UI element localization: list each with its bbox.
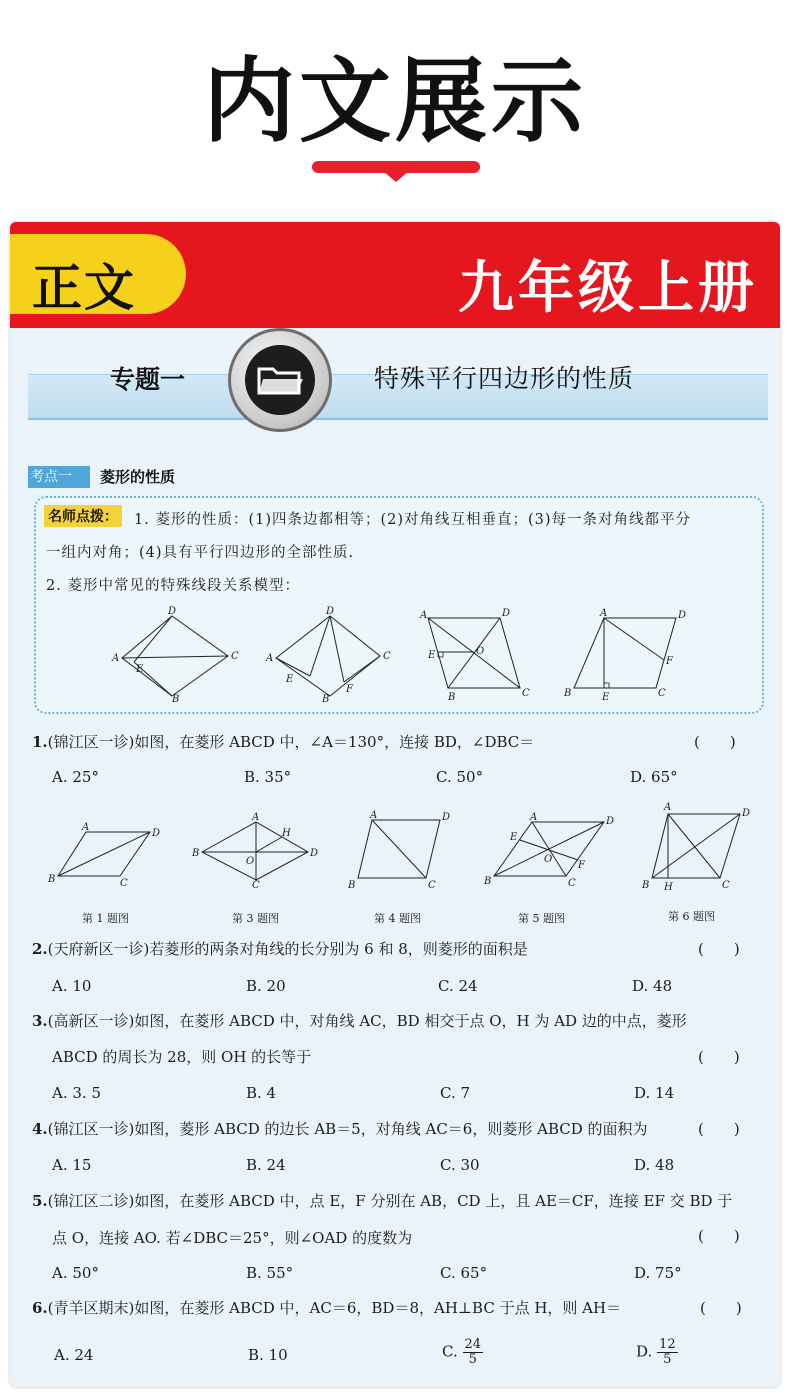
answer-blank-4[interactable]: ( ) — [698, 1120, 740, 1138]
q6-d-denominator: 5 — [663, 1352, 672, 1367]
answer-blank-2[interactable]: ( ) — [698, 940, 740, 958]
topic-label: 专题一 — [110, 365, 186, 394]
svg-text:E: E — [136, 664, 144, 675]
svg-text:O: O — [544, 854, 553, 865]
answer-blank-5[interactable]: ( ) — [698, 1227, 740, 1245]
q6-option-c[interactable] — [442, 1338, 483, 1367]
svg-text:A: A — [420, 610, 428, 621]
tip-line-1: 1. 菱形的性质：(1)四条边都相等；(2)对角线互相垂直；(3)每一条对角线都平分 — [134, 512, 692, 528]
svg-text:D: D — [502, 608, 511, 619]
caption-q6: 第 6 题图 — [668, 910, 715, 923]
svg-text:C: C — [722, 880, 730, 890]
svg-text:A: A — [664, 802, 672, 813]
svg-text:C: C — [658, 688, 666, 699]
svg-text:B: B — [192, 848, 200, 859]
svg-text:B: B — [322, 694, 330, 702]
caption-q5: 第 5 题图 — [518, 912, 565, 925]
svg-text:E: E — [428, 650, 436, 661]
q5-option-d[interactable]: D. 75° — [634, 1264, 682, 1282]
q1-option-d[interactable]: D. 65° — [630, 768, 678, 786]
question-3-num: 3. — [32, 1012, 48, 1030]
q4-option-c[interactable]: C. 30 — [440, 1156, 480, 1174]
q6-option-d-fraction — [657, 1338, 678, 1367]
q6-option-b[interactable]: B. 10 — [248, 1346, 288, 1364]
question-2-num: 2. — [32, 940, 48, 958]
model-figure-4 — [560, 606, 700, 702]
folder-icon — [228, 328, 332, 432]
q6-c-numerator: 24 — [464, 1337, 482, 1352]
svg-text:D: D — [678, 610, 687, 621]
svg-text:E: E — [602, 692, 610, 702]
svg-text:C: C — [522, 688, 530, 699]
question-1-text: (锦江区一诊)如图，在菱形 ABCD 中，∠A＝130°，连接 BD，∠DBC＝ — [47, 733, 535, 751]
caption-q4: 第 4 题图 — [374, 912, 421, 925]
svg-text:D: D — [606, 816, 615, 827]
section-badge: 考点一 — [30, 469, 72, 485]
svg-text:C: C — [231, 651, 239, 662]
svg-text:C: C — [383, 651, 391, 662]
svg-text:D: D — [742, 808, 751, 819]
q6-option-d[interactable] — [636, 1338, 678, 1367]
question-6-text: (青羊区期末)如图，在菱形 ABCD 中，AC＝6，BD＝8，AH⊥BC 于点 H，则 AH＝ — [47, 1299, 622, 1317]
folder-glyph — [245, 345, 315, 415]
question-5-line-2: 点 O，连接 AO. 若∠DBC＝25°，则∠OAD 的度数为 — [52, 1229, 413, 1247]
q5-option-a[interactable]: A. 50° — [52, 1264, 99, 1282]
question-4-num: 4. — [32, 1120, 48, 1138]
question-5 — [32, 1190, 732, 1211]
question-3 — [32, 1010, 687, 1031]
svg-text:D: D — [326, 606, 335, 617]
q5-option-c[interactable]: C. 65° — [440, 1264, 488, 1282]
tip-line-2: 一组内对角；(4)具有平行四边形的全部性质. — [46, 545, 355, 561]
q6-option-c-fraction — [463, 1338, 484, 1367]
figure-q4 — [344, 810, 454, 890]
figure-q5 — [482, 810, 622, 890]
q6-c-denominator: 5 — [468, 1352, 477, 1367]
svg-text:B: B — [564, 688, 572, 699]
grade-label: 九年级上册 — [458, 256, 758, 321]
tips-label: 名师点拨： — [44, 505, 122, 527]
svg-text:D: D — [310, 848, 319, 859]
svg-text:A: A — [112, 653, 120, 664]
q4-option-a[interactable]: A. 15 — [52, 1156, 92, 1174]
figure-q6 — [638, 800, 768, 890]
q2-option-a[interactable]: A. 10 — [52, 977, 92, 995]
figure-q3 — [190, 812, 320, 888]
question-2 — [32, 938, 528, 959]
model-figure-2 — [264, 606, 394, 702]
section-title: 菱形的性质 — [100, 468, 176, 486]
svg-text:F: F — [346, 684, 353, 695]
svg-text:F: F — [578, 860, 585, 871]
question-2-text: (天府新区一诊)若菱形的两条对角线的长分别为 6 和 8，则菱形的面积是 — [47, 940, 528, 958]
caption-q1: 第 1 题图 — [82, 912, 129, 925]
q6-option-a[interactable]: A. 24 — [54, 1346, 94, 1364]
svg-text:C: C — [252, 880, 260, 888]
book-page — [10, 222, 780, 1387]
svg-text:B: B — [48, 874, 56, 885]
caption-q3: 第 3 题图 — [232, 912, 279, 925]
svg-text:B: B — [642, 880, 650, 890]
q2-option-b[interactable]: B. 20 — [246, 977, 286, 995]
model-figure-3 — [414, 606, 534, 702]
svg-text:F: F — [666, 656, 673, 667]
answer-blank-3[interactable]: ( ) — [698, 1048, 740, 1066]
svg-text:A: A — [600, 608, 608, 619]
svg-text:E: E — [286, 674, 294, 685]
q3-option-b[interactable]: B. 4 — [246, 1084, 277, 1102]
q3-option-c[interactable]: C. 7 — [440, 1084, 471, 1102]
question-5-num: 5. — [32, 1192, 48, 1210]
answer-blank-6[interactable]: ( ) — [700, 1299, 742, 1317]
tab-label: 正文 — [32, 259, 136, 317]
svg-text:D: D — [442, 812, 451, 823]
section-tab — [10, 234, 186, 317]
question-1 — [32, 731, 534, 752]
svg-text:H: H — [664, 882, 673, 890]
svg-text:B: B — [348, 880, 356, 890]
q1-option-a[interactable]: A. 25° — [52, 768, 99, 786]
svg-text:H: H — [282, 828, 291, 839]
question-4 — [32, 1118, 648, 1139]
question-6-num: 6. — [32, 1299, 48, 1317]
q2-option-d[interactable]: D. 48 — [632, 977, 673, 995]
q3-option-a[interactable]: A. 3. 5 — [52, 1084, 101, 1102]
svg-text:D: D — [152, 828, 161, 839]
model-figure-1 — [110, 606, 240, 702]
q6-option-d-label: D. — [636, 1342, 653, 1361]
svg-text:D: D — [168, 606, 177, 617]
q5-option-b[interactable]: B. 55° — [246, 1264, 294, 1282]
q2-option-c[interactable]: C. 24 — [438, 977, 478, 995]
q1-option-c[interactable]: C. 50° — [436, 768, 484, 786]
question-5-text: (锦江区二诊)如图，在菱形 ABCD 中，点 E，F 分别在 AB，CD 上，且 AE＝CF，连接 EF 交 BD 于 — [47, 1192, 733, 1210]
svg-text:B: B — [448, 692, 456, 702]
svg-text:B: B — [484, 876, 492, 887]
figure-q1 — [46, 822, 166, 888]
q1-option-b[interactable]: B. 35° — [244, 768, 292, 786]
page-title: 内文展示 — [202, 48, 587, 155]
question-1-num: 1. — [32, 733, 48, 751]
svg-text:O: O — [476, 646, 485, 657]
svg-text:E: E — [510, 832, 518, 843]
svg-text:A: A — [266, 653, 274, 664]
q4-option-b[interactable]: B. 24 — [246, 1156, 286, 1174]
svg-text:A: A — [252, 812, 260, 823]
svg-text:O: O — [246, 856, 255, 867]
q3-option-d[interactable]: D. 14 — [634, 1084, 675, 1102]
question-3-line-2: ABCD 的周长为 28，则 OH 的长等于 — [52, 1048, 312, 1066]
q6-option-c-label: C. — [442, 1342, 458, 1361]
question-4-text: (锦江区一诊)如图，菱形 ABCD 的边长 AB＝5，对角线 AC＝6，则菱形 ABCD 的面积为 — [47, 1120, 648, 1138]
question-3-text: (高新区一诊)如图，在菱形 ABCD 中，对角线 AC，BD 相交于点 O，H 为 AD 边的中点，菱形 — [47, 1012, 687, 1030]
svg-text:C: C — [428, 880, 436, 890]
q6-d-numerator: 12 — [659, 1337, 676, 1352]
title-pointer — [384, 172, 408, 182]
svg-text:A: A — [370, 810, 378, 821]
svg-text:C: C — [120, 878, 128, 888]
svg-text:B: B — [172, 694, 180, 702]
q4-option-d[interactable]: D. 48 — [634, 1156, 675, 1174]
svg-text:C: C — [568, 878, 576, 889]
tip-line-3: 2. 菱形中常见的特殊线段关系模型： — [46, 578, 300, 594]
question-6 — [32, 1297, 621, 1318]
answer-blank-1[interactable]: ( ) — [694, 733, 736, 751]
svg-text:A: A — [530, 812, 538, 823]
svg-text:A: A — [82, 822, 90, 833]
topic-name: 特殊平行四边形的性质 — [374, 364, 635, 393]
